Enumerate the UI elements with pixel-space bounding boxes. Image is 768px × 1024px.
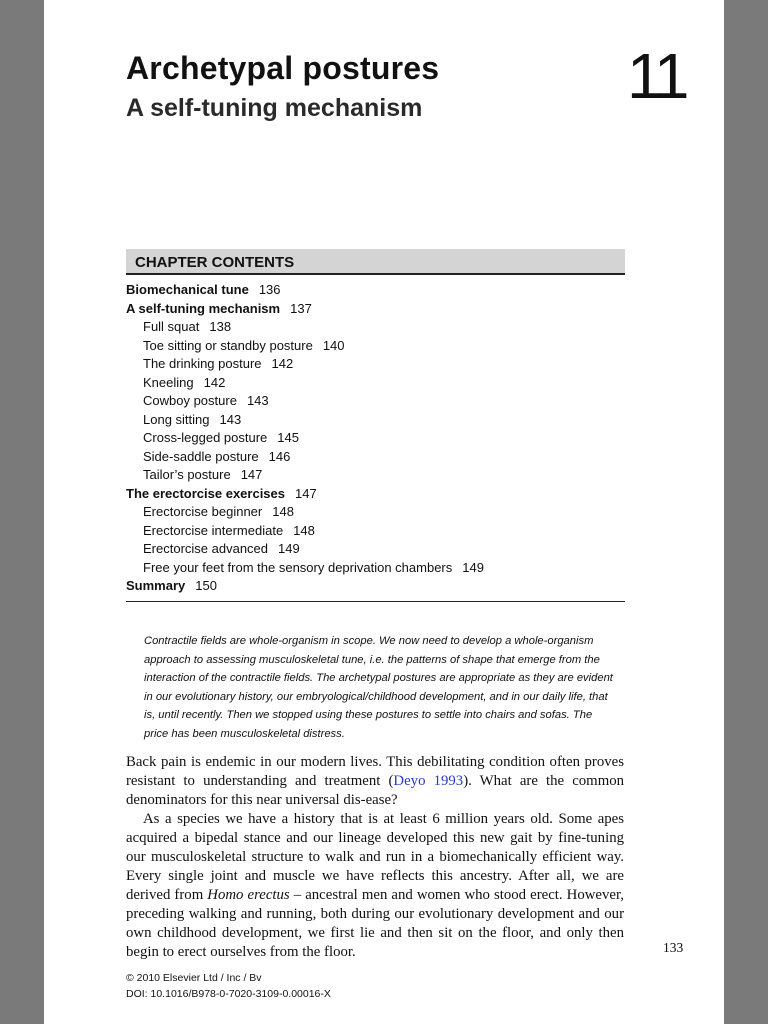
page-number: 133 bbox=[663, 940, 684, 955]
toc-list bbox=[126, 275, 625, 596]
toc-entry[interactable] bbox=[126, 540, 625, 559]
toc-entry[interactable] bbox=[126, 448, 625, 467]
toc-entry-page: 150 bbox=[195, 578, 217, 593]
page-footer bbox=[126, 970, 331, 1002]
body-text-segment: Back pain is endemic in our modern lives. This debilitating condition often proves resistant to understanding and treatment ( bbox=[126, 754, 624, 789]
chapter-subtitle: A self-tuning mechanism bbox=[126, 94, 423, 122]
copyright-line: © 2010 Elsevier Ltd / Inc / Bv bbox=[126, 972, 262, 984]
toc-entry[interactable] bbox=[126, 485, 625, 504]
body-text bbox=[126, 753, 624, 962]
chapter-abstract: Contractile fields are whole-organism in scope. We now need to develop a whole-organism approach to assessing musculoskeletal tune, i.e. the patterns of shape that emerge from the interaction of the contractile fields. The archetypal postures are appropriate as they are evident in our evolutionary history, our embryological/childhood development, and in our daily life, that is, until recently. Then we stopped using these postures to settle into chairs and sofas. The price has been musculoskeletal distress. bbox=[144, 635, 613, 740]
toc-entry[interactable] bbox=[126, 355, 625, 374]
book-page bbox=[44, 0, 724, 1024]
chapter-contents-heading: CHAPTER CONTENTS bbox=[126, 249, 625, 275]
toc-entry-page: 147 bbox=[295, 485, 317, 501]
toc-entry-label: Kneeling bbox=[143, 374, 194, 390]
toc-entry-label: Erectorcise intermediate bbox=[143, 522, 284, 538]
toc-entry-page: 146 bbox=[268, 448, 291, 464]
toc-entry-label: Long sitting bbox=[143, 411, 210, 427]
contents-divider bbox=[126, 601, 625, 602]
body-text-segment: ). What are the common denominators for this near universal dis-ease? bbox=[126, 773, 624, 808]
doi-line: DOI: 10.1016/B978-0-7020-3109-0.00016-X bbox=[126, 988, 331, 1000]
toc-entry[interactable] bbox=[126, 281, 625, 300]
body-paragraph bbox=[126, 810, 624, 962]
toc-entry[interactable] bbox=[126, 411, 625, 430]
toc-entry-page: 140 bbox=[322, 337, 345, 353]
toc-entry-page: 149 bbox=[462, 559, 484, 575]
toc-entry-label: The erectorcise exercises bbox=[126, 485, 285, 501]
toc-entry-label: Full squat bbox=[143, 319, 200, 334]
toc-entry-label: A self-tuning mechanism bbox=[126, 300, 281, 316]
toc-entry[interactable] bbox=[126, 522, 625, 541]
body-paragraph bbox=[126, 753, 624, 810]
body-text-segment: – ancestral men and women who stood erect. However, preceding walking and running, both during our evolutionary development and our own childhood development, we first lie and then sit on the floor, and only then begin to erect ourselves from the floor. bbox=[126, 887, 624, 960]
toc-entry[interactable] bbox=[126, 466, 625, 485]
toc-entry-label: Tailor’s posture bbox=[143, 467, 231, 482]
toc-entry[interactable] bbox=[126, 374, 625, 393]
citation-link[interactable]: Deyo 1993 bbox=[393, 773, 464, 789]
toc-entry-page: 143 bbox=[246, 393, 269, 408]
toc-entry-label: Biomechanical tune bbox=[126, 282, 249, 297]
toc-entry-page: 137 bbox=[290, 300, 312, 316]
toc-entry-label: Side-saddle posture bbox=[143, 448, 259, 464]
toc-entry-page: 136 bbox=[258, 282, 281, 297]
toc-entry[interactable] bbox=[126, 392, 625, 411]
chapter-title: Archetypal postures bbox=[126, 50, 440, 86]
toc-entry[interactable] bbox=[126, 429, 625, 448]
toc-entry-label: Erectorcise beginner bbox=[143, 504, 263, 519]
toc-entry-label: Summary bbox=[126, 578, 186, 593]
chapter-number: 11 bbox=[627, 40, 686, 112]
toc-entry[interactable] bbox=[126, 300, 625, 319]
toc-entry[interactable] bbox=[126, 337, 625, 356]
toc-entry-page: 148 bbox=[272, 504, 294, 519]
toc-entry-label: Cowboy posture bbox=[143, 393, 237, 408]
toc-entry-label: Erectorcise advanced bbox=[143, 541, 269, 556]
toc-entry-label: Toe sitting or standby posture bbox=[143, 337, 313, 353]
toc-entry-page: 149 bbox=[278, 541, 300, 556]
body-text-segment: As a species we have a history that is at least 6 million years old. Some apes acquired a bipedal stance and our lineage developed this new gait by fine-tuning our musculoskeletal structure to walk and run in a biomechanically efficient way. Every single joint and muscle we have reflects this ancestry. After all, we are derived from bbox=[126, 811, 624, 903]
toc-entry[interactable] bbox=[126, 559, 625, 578]
toc-entry-label: The drinking posture bbox=[143, 356, 262, 371]
species-name: Homo erectus bbox=[207, 887, 290, 903]
toc-entry-label: Free your feet from the sensory deprivation chambers bbox=[143, 559, 453, 575]
toc-entry-page: 142 bbox=[203, 374, 226, 390]
toc-entry-page: 138 bbox=[209, 319, 232, 334]
toc-entry-label: Cross-legged posture bbox=[143, 430, 268, 445]
toc-entry[interactable] bbox=[126, 318, 625, 337]
toc-entry-page: 145 bbox=[277, 430, 299, 445]
toc-entry[interactable] bbox=[126, 503, 625, 522]
toc-entry-page: 147 bbox=[240, 467, 263, 482]
toc-entry-page: 148 bbox=[293, 522, 315, 538]
toc-entry-page: 143 bbox=[219, 411, 242, 427]
chapter-contents-box bbox=[126, 249, 625, 602]
toc-entry[interactable] bbox=[126, 577, 625, 596]
toc-entry-page: 142 bbox=[271, 356, 294, 371]
